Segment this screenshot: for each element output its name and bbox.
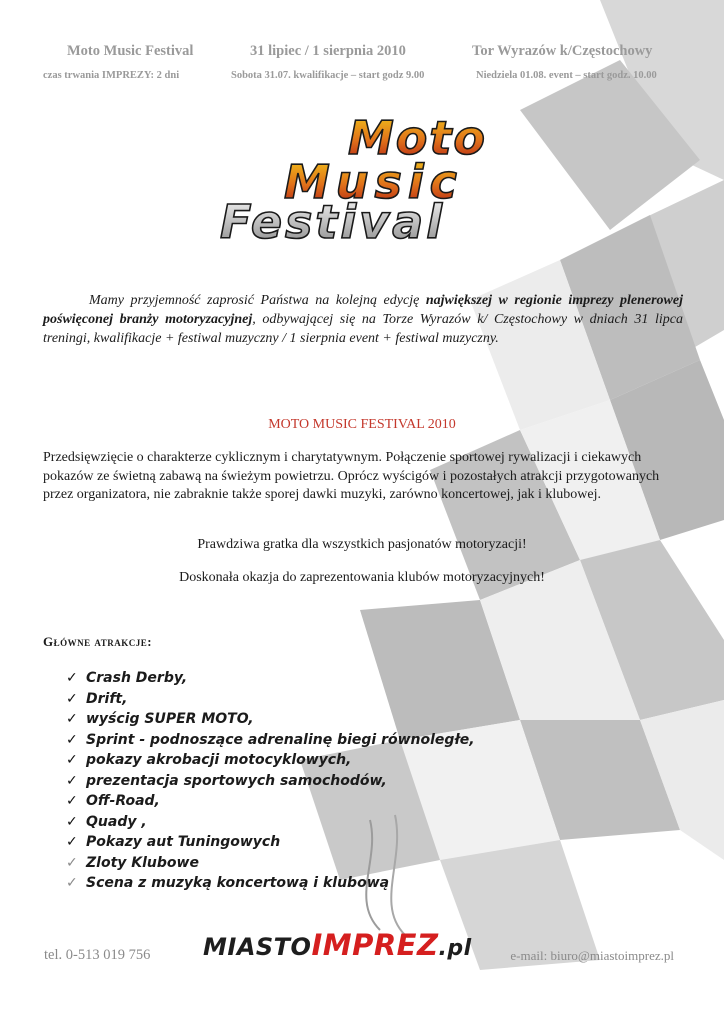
list-item-label: Scena z muzyką koncertową i klubową bbox=[86, 875, 390, 891]
checkmark-icon: ✓ bbox=[66, 752, 78, 768]
checkmark-icon: ✓ bbox=[66, 670, 78, 686]
list-item bbox=[66, 791, 475, 812]
highlight-line-1: Prawdziwa gratka dla wszystkich pasjonatów motoryzacji! bbox=[197, 537, 527, 552]
list-item bbox=[66, 873, 475, 894]
checkmark-icon: ✓ bbox=[66, 690, 78, 707]
intro-part2: , odbywającej się na Torze Wyrazów k/ Częstochowy w dniach 31 lipca treningi, kwalifikacje + festiwal muzyczny / 1 sierpnia event + festiwal muzyczny. bbox=[43, 312, 683, 346]
header-festival: Moto Music Festival bbox=[67, 43, 194, 59]
brand-part-3: .pl bbox=[438, 936, 472, 961]
logo-word-festival: Festival bbox=[220, 195, 445, 249]
list-item bbox=[66, 771, 475, 792]
list-item bbox=[66, 812, 475, 833]
checkmark-icon: ✓ bbox=[66, 854, 78, 871]
footer-email: e-mail: biuro@miastoimprez.pl bbox=[510, 948, 674, 963]
intro-part1: Mamy przyjemność zaprosić Państwa na kolejną edycję bbox=[89, 293, 426, 308]
header-saturday: Sobota 31.07. kwalifikacje – start godz 9.00 bbox=[231, 70, 425, 81]
footer-phone: tel. 0-513 019 756 bbox=[44, 947, 151, 963]
list-item-label: Drift, bbox=[86, 690, 128, 707]
brand-logo bbox=[203, 928, 472, 962]
header-sunday: Niedziela 01.08. event – start godz. 10.00 bbox=[476, 70, 657, 81]
list-item-label: Quady , bbox=[86, 813, 147, 830]
list-item-label: Sprint - podnoszące adrenalinę biegi równoległe, bbox=[86, 731, 475, 748]
brand-part-1: MIASTO bbox=[203, 933, 312, 961]
attractions-list bbox=[66, 668, 475, 894]
festival-logo bbox=[212, 110, 512, 250]
attractions-heading: Główne atrakcje: bbox=[43, 634, 153, 649]
list-item bbox=[66, 853, 475, 874]
checkmark-icon: ✓ bbox=[66, 793, 78, 809]
logo-word-moto: Moto bbox=[348, 111, 487, 165]
header-dates: 31 lipiec / 1 sierpnia 2010 bbox=[250, 43, 406, 59]
list-item bbox=[66, 709, 475, 730]
highlight-line-2: Doskonała okazja do zaprezentowania klubów motoryzacyjnych! bbox=[179, 570, 545, 585]
section-title: MOTO MUSIC FESTIVAL 2010 bbox=[268, 417, 456, 432]
list-item bbox=[66, 832, 475, 853]
list-item bbox=[66, 750, 475, 771]
list-item-label: Zloty Klubowe bbox=[86, 854, 199, 871]
checkmark-icon: ✓ bbox=[66, 711, 78, 727]
logo-word-music: Music bbox=[284, 155, 463, 209]
checkmark-icon: ✓ bbox=[66, 813, 78, 830]
intro-bold: największej w regionie imprezy plenerowej poświęconej branży motoryzacyjnej bbox=[43, 293, 683, 327]
list-item-label: Crash Derby, bbox=[86, 670, 188, 686]
list-item bbox=[66, 689, 475, 710]
checkmark-icon: ✓ bbox=[66, 731, 78, 748]
checkmark-icon: ✓ bbox=[66, 834, 78, 850]
list-item bbox=[66, 730, 475, 751]
checkmark-icon: ✓ bbox=[66, 875, 78, 891]
list-item-label: pokazy akrobacji motocyklowych, bbox=[86, 752, 352, 768]
list-item bbox=[66, 668, 475, 689]
list-item-label: Pokazy aut Tuningowych bbox=[86, 834, 281, 850]
header-duration: czas trwania IMPREZY: 2 dni bbox=[43, 70, 180, 81]
section-description: Przedsięwzięcie o charakterze cyklicznym i charytatywnym. Połączenie sportowej rywalizacji i ciekawych pokazów ze świetną zabawą na świeżym powietrzu. Oprócz wyścigów i pozostałych atrakcji przygotowanych przez organizatora, nie zabraknie także sporej dawki muzyki, zarówno koncertowej, jak i klubowej. bbox=[43, 450, 660, 502]
intro-paragraph bbox=[43, 291, 683, 348]
list-item-label: prezentacja sportowych samochodów, bbox=[86, 772, 387, 789]
list-item-label: Off-Road, bbox=[86, 793, 160, 809]
list-item-label: wyścig SUPER MOTO, bbox=[86, 711, 254, 727]
brand-part-2: IMPREZ bbox=[311, 928, 439, 962]
header-venue: Tor Wyrazów k/Częstochowy bbox=[472, 43, 653, 59]
checkmark-icon: ✓ bbox=[66, 772, 78, 789]
